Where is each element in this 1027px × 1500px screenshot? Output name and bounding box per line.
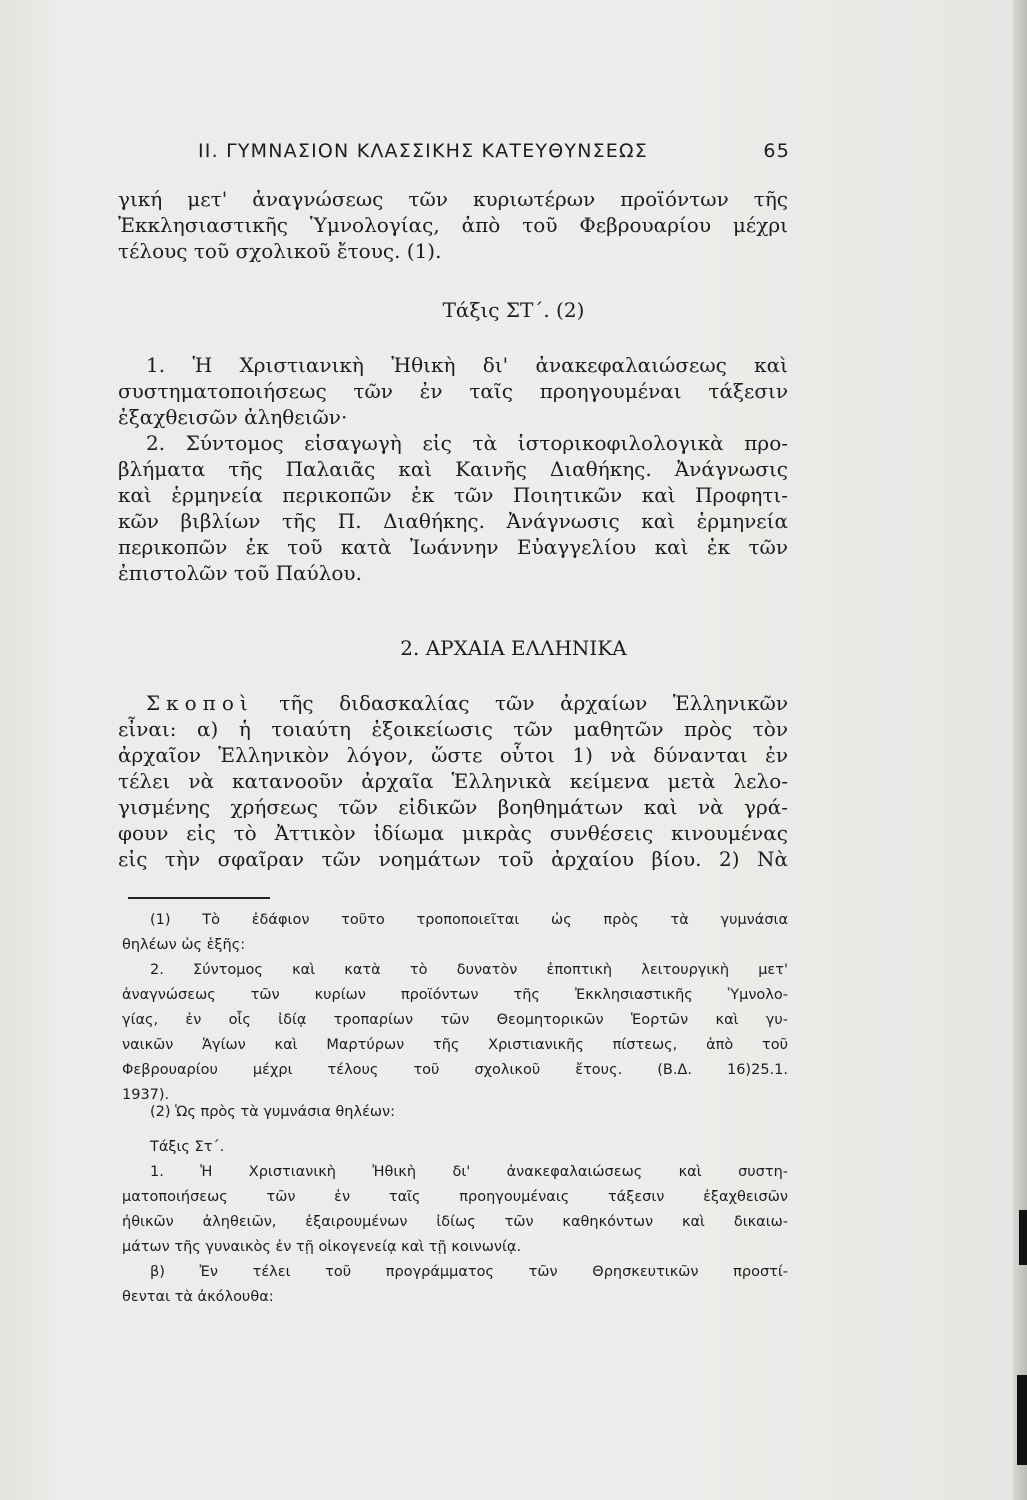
text-line: ἀρχαῖον Ἑλληνικὸν λόγον, ὥστε οὗτοι 1) νὰ δύνανται ἐν (118, 743, 788, 767)
running-title: ΙΙ. ΓΥΜΝΑΣΙΟΝ ΚΛΑΣΣΙΚΗΣ ΚΑΤΕΥΘΥΝΣΕΩΣ (198, 140, 648, 162)
class-paragraph (118, 352, 788, 586)
text-line: φουν εἰς τὸ Ἀττικὸν ἰδίωμα μικρὰς συνθέσεις κινουμένας (118, 821, 788, 845)
text-line: κῶν βιβλίων τῆς Π. Διαθήκης. Ἀνάγνωσις καὶ ἑρμηνεία (118, 509, 788, 533)
footnote-line: (2) Ὡς πρὸς τὰ γυμνάσια θηλέων: (150, 1104, 396, 1120)
footnote-line: γίας, ἐν οἷς ἰδίᾳ τροπαρίων τῶν Θεομητορικῶν Ἑορτῶν καὶ γυ- (122, 1012, 788, 1028)
footnote-line: ἠθικῶν ἀληθειῶν, ἐξαιρουμένων ἰδίως τῶν καθηκόντων καὶ δικαιω- (122, 1214, 788, 1230)
text-line: 2. Σύντομος εἰσαγωγὴ εἰς τὰ ἱστορικοφιλολογικὰ προ- (146, 431, 788, 455)
running-head (198, 140, 798, 170)
footnote-line: (1) Τὸ ἐδάφιον τοῦτο τροποποιεῖται ὡς πρὸς τὰ γυμνάσια (150, 912, 788, 928)
footnote-rule (128, 897, 270, 899)
text-line: βλήματα τῆς Παλαιᾶς καὶ Καινῆς Διαθήκης. Ἀνάγνωσις (118, 457, 788, 481)
text-line: εἶναι: α) ἡ τοιαύτη ἐξοικείωσις τῶν μαθητῶν πρὸς τὸν (118, 717, 788, 741)
footnote-line: 1937). (122, 1087, 170, 1103)
edge-mark (1017, 1375, 1027, 1465)
footnote-1 (122, 908, 788, 1108)
footnote-line: θενται τὰ ἀκόλουθα: (122, 1289, 274, 1305)
text-line: ἐπιστολῶν τοῦ Παύλου. (118, 561, 362, 585)
text-line: καὶ ἑρμηνεία περικοπῶν ἐκ τῶν Ποιητικῶν καὶ Προφητι- (118, 483, 788, 507)
footnote-line: ματοποιήσεως τῶν ἐν ταῖς προηγουμέναις τάξεσιν ἐξαχθεισῶν (122, 1189, 788, 1205)
section-paragraph (118, 690, 788, 872)
footnote-line: θηλέων ὡς ἑξῆς: (122, 937, 246, 953)
footnote-line: β) Ἐν τέλει τοῦ προγράμματος τῶν Θρησκευτικῶν προστί- (150, 1264, 788, 1280)
footnote-line: 1. Ἡ Χριστιανικὴ Ἠθικὴ δι' ἀνακεφαλαιώσεως καὶ συστη- (150, 1164, 788, 1180)
first-line-rest: τῆς διδασκαλίας τῶν ἀρχαίων Ἑλληνικῶν (279, 691, 788, 715)
text-line: εἰς τὴν σφαῖραν τῶν νοημάτων τοῦ ἀρχαίου βίου. 2) Νὰ (118, 847, 788, 871)
text-line: συστηματοποιήσεως τῶν ἐν ταῖς προηγουμέναι τάξεσιν (118, 379, 788, 403)
text-line: 1. Ἡ Χριστιανικὴ Ἠθικὴ δι' ἀνακεφαλαιώσεως καὶ (146, 353, 788, 377)
first-word: Σκοποὶ (146, 691, 254, 715)
page-edge (1013, 0, 1027, 1500)
edge-mark (1019, 1210, 1027, 1265)
text-line: ἐξαχθεισῶν ἀληθειῶν· (118, 405, 348, 429)
footnote-line: 2. Σύντομος καὶ κατὰ τὸ δυνατὸν ἐποπτικὴ λειτουργικὴ μετ' (150, 962, 788, 978)
text-line: Ἐκκλησιαστικῆς Ὑμνολογίας, ἀπὸ τοῦ Φεβρουαρίου μέχρι (118, 213, 788, 237)
intro-paragraph (118, 186, 788, 264)
footnote-line: μάτων τῆς γυναικὸς ἐν τῇ οἰκογενείᾳ καὶ τῇ κοινωνίᾳ. (122, 1239, 522, 1255)
page-number: 65 (763, 140, 790, 162)
text-line: τέλει νὰ κατανοοῦν ἀρχαῖα Ἑλληνικὰ κείμενα μετὰ λελο- (118, 769, 788, 793)
class-heading: Τάξις ΣΤ΄. (2) (442, 298, 585, 322)
footnote-2 (122, 1100, 788, 1310)
text-line: γισμένης χρήσεως τῶν εἰδικῶν βοηθημάτων καὶ νὰ γρά- (118, 795, 788, 819)
footnote-line: ναικῶν Ἁγίων καὶ Μαρτύρων τῆς Χριστιανικῆς πίστεως, ἀπὸ τοῦ (122, 1037, 788, 1053)
text-line: τέλους τοῦ σχολικοῦ ἔτους. (1). (118, 239, 442, 263)
text-line: γική μετ' ἀναγνώσεως τῶν κυριωτέρων προϊόντων τῆς (118, 187, 788, 211)
section-heading: 2. ΑΡΧΑΙΑ ΕΛΛΗΝΙΚΑ (400, 636, 627, 660)
text-line (118, 690, 788, 716)
text-line: περικοπῶν ἐκ τοῦ κατὰ Ἰωάννην Εὐαγγελίου καὶ ἐκ τῶν (118, 535, 788, 559)
footnote-line: ἀναγνώσεως τῶν κυρίων προϊόντων τῆς Ἐκκλησιαστικῆς Ὑμνολο- (122, 987, 788, 1003)
footnote-line: Φεβρουαρίου μέχρι τέλους τοῦ σχολικοῦ ἔτους. (Β.Δ. 16)25.1. (122, 1062, 788, 1078)
footnote-subheading: Τάξις Στ΄. (150, 1139, 225, 1155)
